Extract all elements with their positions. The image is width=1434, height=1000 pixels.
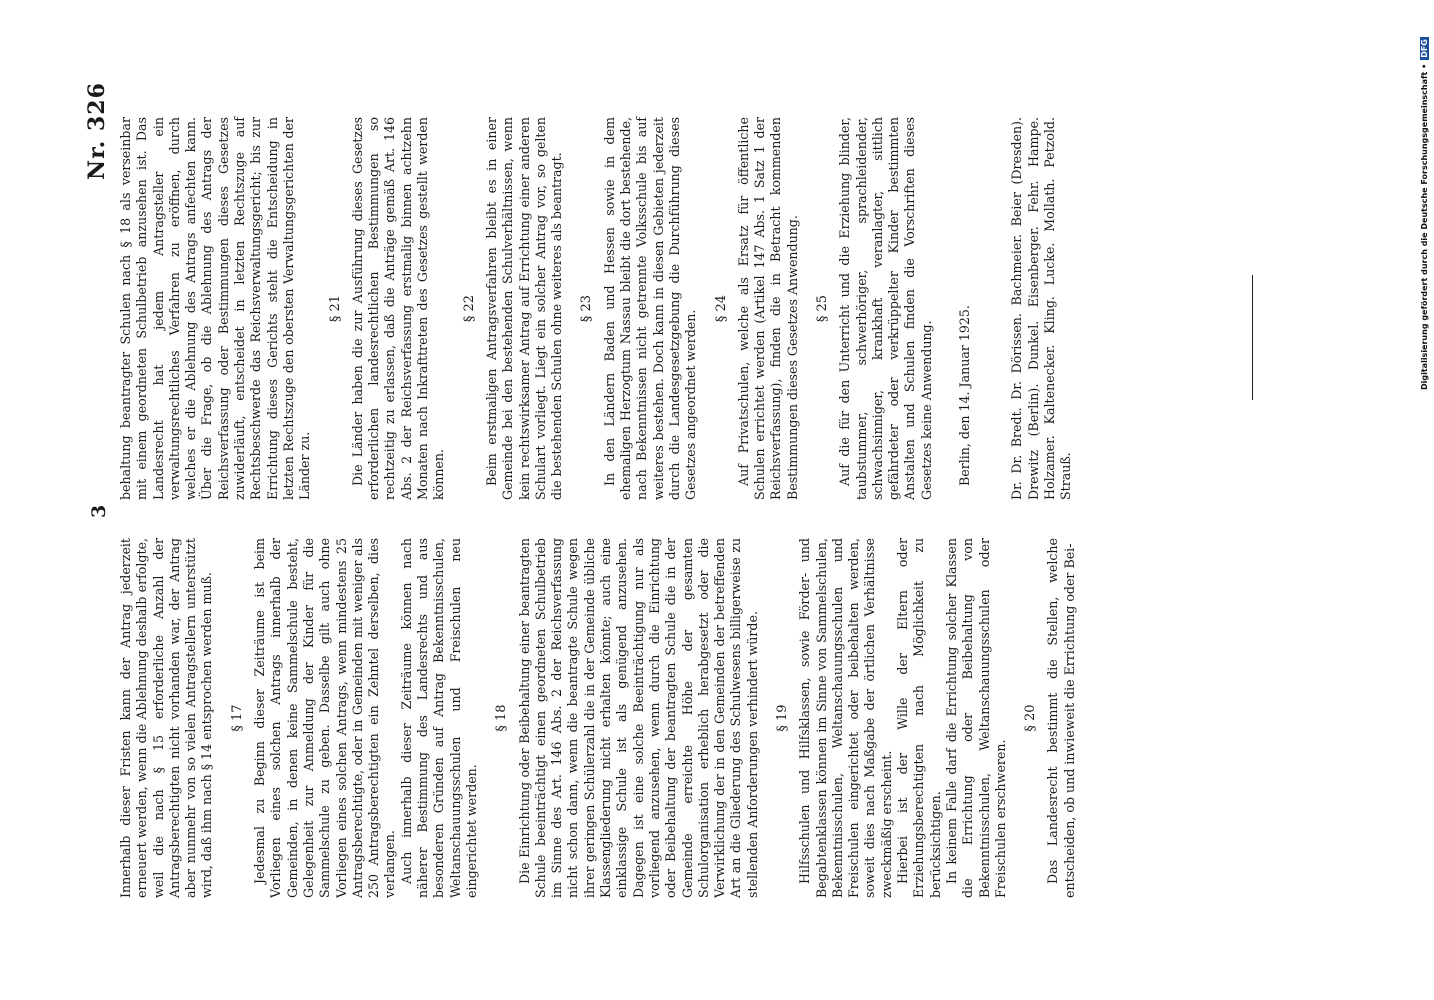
paragraph: Auf Privatschulen, welche als Ersatz für öffentliche Schulen errichtet werden (Artikel 147 Abs. 1 Satz 1 der Reichsverfassung), finden die in Betracht kommenden Bestimmungen dieses Gesetzes Anwendung. (735, 117, 800, 500)
section-heading-23: § 23 (579, 294, 595, 323)
paragraph: Auch innerhalb dieser Zeiträume können nach näherer Bestimmung des Landesrechts und aus besonderen Gründen auf Antrag Bekenntnisschulen, Weltanschauungsschulen und Freischulen neu eingerichtet werden. (398, 538, 479, 898)
paragraph: behaltung beantragter Schulen nach § 18 als verseinbar mit einem geordneten Schulbetrieb anzusehen ist. Das Landesrecht hat jedem Antragsteller ein verwaltungsrechtliches Verfahren zu eröffnen, durch welches er die Ablehnung des Antrags anfechten kann. Über die Frage, ob die Ablehnung des Antrags der Reichsverfassung oder Bestimmungen dieses Gesetzes zuwiderläuft, entscheidet in letzten Rechtszuge auf Rechtsbeschwerde das Reichsverwaltungsgericht; bis zur Errichtung dieses Gerichts steht die Entscheidung in letzten Rechtszuge den obersten Verwaltungsgerichten der Länder zu. (118, 117, 313, 500)
paragraph: Die Einrichtung oder Beibehaltung einer beantragten Schule beeinträchtigt einen geordneten Schulbetrieb im Sinne des Art. 146 Abs. 2 der Reichsverfassung nicht schon dann, wenn die beantragte Schule wegen ihrer geringen Schülerzahl die in der Gemeinde übliche Klassengliederung nicht erhalten könnte; auch eine einklassige Schule ist als genügend anzusehen. Dagegen ist eine solche Beeinträchtigung nur als vorliegend anzusehen, wenn durch die Einrichtung oder Beibehaltung der beantragten Schule die in der Gemeinde erreichte Höhe der gesamten Schulorganisation erheblich herabgesetzt oder die Verwirklichung der in den Gemeinden der betreffenden Art an die Gliederung des Schulwesens billigerweise zu stellenden Anforderungen verhindert würde. (516, 538, 760, 898)
paragraph: Hierbei ist der Wille der Eltern oder Erziehungsberechtigten nach Möglichkeit zu berücksichtigen. (895, 538, 943, 898)
issue-number: Nr. 326 (84, 82, 110, 180)
section-heading-18: § 18 (494, 704, 510, 732)
paragraph: Die Länder haben die zur Ausführung dieses Gesetzes erforderlichen landesrechtlichen Bestimmungen so rechtzeitig zu erlassen, daß die Anträge gemäß Art. 146 Abs. 2 der Reichsverfassung erstmalig binnen achtzehn Monaten nach Inkrafttreten des Gesetzes gestellt werden können. (349, 117, 447, 500)
paragraph: Jedesmal zu Beginn dieser Zeiträume ist beim Vorliegen eines solchen Antrags innerhalb der Gemeinden, in denen keine Sammelschule besteht, Gelegenheit zur Anmeldung der Kinder für die Sammelschule zu geben. Dasselbe gilt auch ohne Vorliegen eines solchen Antrags, wenn mindestens 25 Antragsberechtigte, oder in Gemeinden mit weniger als 250 Antragsberechtigten ein Zehntel derselben, dies verlangen. (252, 538, 398, 898)
paragraph: In keinem Falle darf die Errichtung solcher Klassen die Errichtung oder Beibehaltung von Bekenntnisschulen, Weltanschauungsschulen oder Freischulen erschweren. (943, 538, 1008, 898)
paragraph: Beim erstmaligen Antragsverfahren bleibt es in einer Gemeinde bei den bestehenden Schulverhältnissen, wenn kein rechtswirksamer Antrag auf Errichtung einer anderen Schulart vorliegt. Liegt ein solcher Antrag vor, so gelten die bestehenden Schulen ohne weiteres als beantragt. (483, 117, 565, 500)
section-heading-21: § 21 (327, 294, 343, 323)
section-heading-25: § 25 (814, 294, 830, 323)
section-heading-24: § 24 (713, 294, 729, 323)
section-heading-19: § 19 (774, 704, 790, 732)
left-column (118, 538, 1078, 898)
right-column (118, 117, 1075, 500)
section-heading-17: § 17 (229, 704, 245, 732)
paragraph: Innerhalb dieser Fristen kann der Antrag jederzeit erneuert werden, wenn die Ablehnung deshalb erfolgte, weil die nach § 15 erforderliche Anzahl der Antragsberechtigten nicht vorhanden war, der Antrag aber nunmehr von so vielen Antragstellern unterstützt wird, daß ihm nach § 14 entsprochen werden muß. (118, 538, 215, 898)
paragraph: In den Ländern Baden und Hessen sowie in dem ehemaligen Herzogtum Nassau bleibt die dort bestehende, nach Bekenntnissen nicht getrennte Volksschule bis auf weiteres bestehen. Doch kann in diesen Gebieten jederzeit durch die Landesgesetzgebung die Durchführung dieses Gesetzes angeordnet werden. (601, 117, 699, 500)
paragraph: Das Landesrecht bestimmt die Stellen, welche entscheiden, ob und inwieweit die Errichtung oder Bei- (1045, 538, 1077, 898)
date-line: Berlin, den 14. Januar 1925. (957, 305, 973, 486)
digitization-credit (1420, 10, 1432, 390)
page-number: 3 (88, 504, 110, 518)
signatories: Dr. Dr. Bredt. Dr. Dörissen. Bachmeier. Beier (Dresden). Drewitz (Berlin). Dunkel. Eisenberger. Fehr. Hampe. Holzamer. Kaltenecker. Kling. Lucke. Mollath. Petzold. Strauß. (1009, 117, 1074, 500)
end-rule (1252, 275, 1253, 400)
section-heading-20: § 20 (1023, 704, 1039, 732)
section-heading-22: § 22 (461, 294, 477, 323)
dfg-logo: DFG (1420, 39, 1429, 58)
paragraph: Auf die für den Unterricht und die Erziehung blinder, taubstummer, schwerhöriger, sprachleidender, schwachsinniger, krankhaft veranlagter, sittlich gefährdeter oder verkrüppelter Kinder bestimmten Anstalten und Schulen finden die Vorschriften dieses Gesetzes keine Anwendung. (837, 117, 934, 500)
paragraph: Hilfsschulen und Hilfsklassen, sowie Förder- und Begabtenklassen können im Sinne von Sammelschulen, Bekenntnisschulen, Weltanschauungsschulen und Freischulen eingerichtet oder beibehalten werden, soweit dies nach Maßgabe der örtlichen Verhältnisse zweckmäßig erscheint. (797, 538, 894, 898)
credit-text: Digitalisierung gefördert durch die Deutsche Forschungsgemeinschaft • (1420, 63, 1429, 390)
